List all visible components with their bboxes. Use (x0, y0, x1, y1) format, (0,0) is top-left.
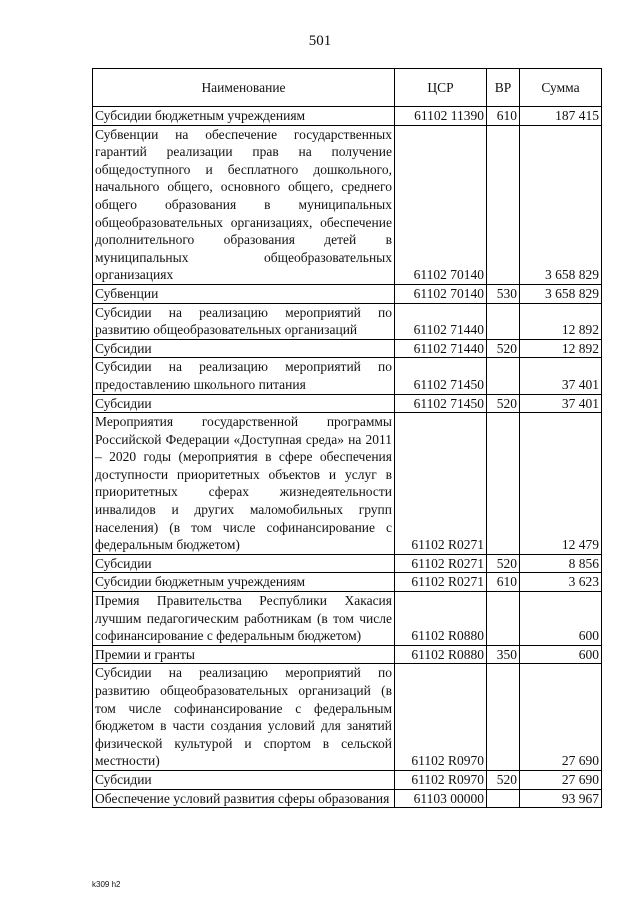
row-csr: 61102 11390 (395, 107, 487, 126)
table-row (93, 284, 602, 303)
row-vr: 520 (487, 770, 520, 789)
row-vr: 530 (487, 284, 520, 303)
row-csr: 61103 00000 (395, 789, 487, 808)
row-vr: 350 (487, 645, 520, 664)
row-csr: 61102 71450 (395, 358, 487, 394)
table-row (93, 125, 602, 284)
row-sum: 600 (520, 645, 602, 664)
row-name: Субсидии (93, 770, 395, 789)
row-vr: 520 (487, 339, 520, 358)
row-name: Субсидии (93, 394, 395, 413)
row-vr: 610 (487, 107, 520, 126)
row-csr: 61102 R0880 (395, 645, 487, 664)
row-vr (487, 125, 520, 284)
row-name: Субвенции (93, 284, 395, 303)
row-vr (487, 413, 520, 555)
row-vr (487, 303, 520, 339)
table-row (93, 645, 602, 664)
row-name: Обеспечение условий развития сферы образования (93, 789, 395, 808)
table-row (93, 573, 602, 592)
row-csr: 61102 R0271 (395, 573, 487, 592)
row-vr (487, 664, 520, 771)
table-row (93, 303, 602, 339)
table-row (93, 413, 602, 555)
table-row (93, 358, 602, 394)
row-sum: 37 401 (520, 358, 602, 394)
row-name: Субвенции на обеспечение государственных гарантий реализации прав на получение общедоступного и бесплатного дошкольного, начального общего, основного общего, среднего общего образования в муниципальных общеобразовательных организациях, обеспечение дополнительного образования детей в муниципальных общеобразовательных организациях (93, 125, 395, 284)
row-name: Субсидии на реализацию мероприятий по развитию общеобразовательных организаций (93, 303, 395, 339)
row-csr: 61102 R0271 (395, 413, 487, 555)
row-sum: 37 401 (520, 394, 602, 413)
row-name: Премия Правительства Республики Хакасия лучшим педагогическим работникам (в том числе софинансирование с федеральным бюджетом) (93, 592, 395, 646)
row-vr: 520 (487, 394, 520, 413)
row-sum: 27 690 (520, 664, 602, 771)
row-sum: 12 892 (520, 303, 602, 339)
row-csr: 61102 R0970 (395, 664, 487, 771)
row-name: Субсидии на реализацию мероприятий по предоставлению школьного питания (93, 358, 395, 394)
table-row (93, 554, 602, 573)
row-sum: 8 856 (520, 554, 602, 573)
row-name: Мероприятия государственной программы Российской Федерации «Доступная среда» на 2011 – 2020 годы (мероприятия в сфере обеспечения доступности приоритетных объектов и услуг в приоритетных сферах жизнедеятельности инвалидов и других маломобильных групп населения) (в том числе софинансирование с федеральным бюджетом) (93, 413, 395, 555)
header-csr: ЦСР (395, 69, 487, 107)
table-row (93, 592, 602, 646)
row-sum: 27 690 (520, 770, 602, 789)
row-sum: 12 892 (520, 339, 602, 358)
header-vr: ВР (487, 69, 520, 107)
row-sum: 600 (520, 592, 602, 646)
row-name: Субсидии на реализацию мероприятий по развитию общеобразовательных организаций (в том числе софинансирование с федеральным бюджетом в части создания условий для занятий физической культурой и спортом в сельской местности) (93, 664, 395, 771)
row-vr (487, 592, 520, 646)
table-row (93, 664, 602, 771)
row-name: Субсидии бюджетным учреждениям (93, 107, 395, 126)
row-csr: 61102 R0880 (395, 592, 487, 646)
row-csr: 61102 71440 (395, 339, 487, 358)
row-csr: 61102 71450 (395, 394, 487, 413)
row-sum: 187 415 (520, 107, 602, 126)
row-csr: 61102 R0271 (395, 554, 487, 573)
row-name: Премии и гранты (93, 645, 395, 664)
row-csr: 61102 R0970 (395, 770, 487, 789)
table-row (93, 107, 602, 126)
row-vr (487, 358, 520, 394)
table-row (93, 339, 602, 358)
row-vr: 610 (487, 573, 520, 592)
row-csr: 61102 70140 (395, 284, 487, 303)
table-row (93, 770, 602, 789)
row-sum: 3 658 829 (520, 125, 602, 284)
row-sum: 93 967 (520, 789, 602, 808)
row-sum: 3 658 829 (520, 284, 602, 303)
table-row (93, 394, 602, 413)
row-csr: 61102 71440 (395, 303, 487, 339)
page-number: 501 (308, 33, 332, 49)
budget-table (92, 68, 602, 808)
row-name: Субсидии (93, 554, 395, 573)
table-header-row (93, 69, 602, 107)
row-vr (487, 789, 520, 808)
table-row (93, 789, 602, 808)
row-csr: 61102 70140 (395, 125, 487, 284)
footer-code: k309 h2 (92, 880, 121, 889)
row-name: Субсидии (93, 339, 395, 358)
header-name: Наименование (93, 69, 395, 107)
row-sum: 3 623 (520, 573, 602, 592)
header-sum: Сумма (520, 69, 602, 107)
row-sum: 12 479 (520, 413, 602, 555)
row-vr: 520 (487, 554, 520, 573)
row-name: Субсидии бюджетным учреждениям (93, 573, 395, 592)
